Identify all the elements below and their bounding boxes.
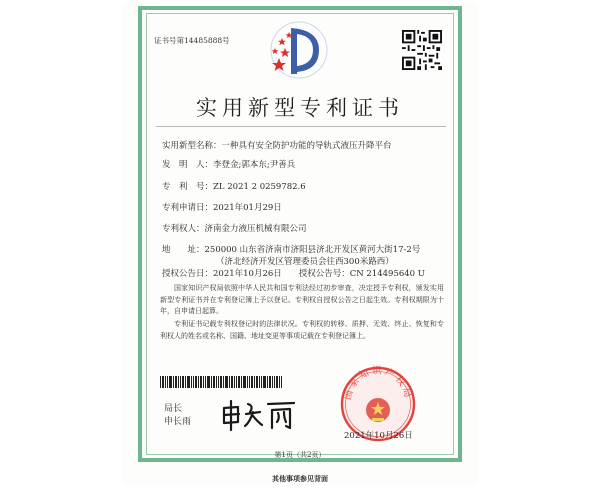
- field-label: 实用新型名称：: [162, 141, 222, 151]
- field-label: 专 利 号：: [162, 182, 214, 192]
- field-value: 2021年10月26日 授权公告号：CN 214495640 U: [213, 269, 425, 279]
- inventor-field: [162, 158, 295, 170]
- notice-paragraph-1: 国家知识产权局依照中华人民共和国专利法经过初步审查，决定授予专利权，颁发实用新型专利证书并在专利登记簿上予以登记。专利权自授权公告之日起生效。专利权期限为十年，自申请日起算。: [160, 284, 444, 315]
- field-label: 专利权人：: [162, 224, 205, 234]
- field-label: 地 址：: [162, 245, 205, 255]
- field-value: 济南金力液压机械有限公司: [204, 224, 307, 234]
- field-value: 250000 山东省济南市济阳县济北开发区黄河大街17-2号: [204, 245, 421, 255]
- utility-model-name-field: [162, 139, 392, 151]
- patentee-field: [162, 222, 307, 234]
- director-title: 局长: [164, 404, 183, 414]
- address-line-2: （济北经济开发区管理委员会往西300米路西）: [216, 257, 394, 267]
- field-value: ZL 2021 2 0259782.6: [213, 182, 306, 192]
- seal-date: 2021年10月26日: [344, 431, 413, 441]
- field-value: 一种具有安全防护功能的导轨式液压升降平台: [221, 141, 392, 151]
- svg-text:国家知识产权局: 国家知识产权局: [342, 365, 414, 402]
- director-signature: [220, 398, 298, 432]
- patent-office-emblem-icon: [267, 18, 331, 84]
- notice-paragraph-2: 专利证书记载专利权登记时的法律状况。专利权的转移、质押、无效、终止、恢复和专利权人的姓名或名称、国籍、地址变更等事项记载在专利登记簿上。: [160, 320, 444, 340]
- back-page-note: 其他事项参见背面: [272, 474, 328, 483]
- title-divider: [156, 126, 446, 127]
- grant-date-field: [162, 267, 425, 279]
- field-label: 授权公告日：: [162, 269, 214, 279]
- field-value: 2021年01月29日: [213, 203, 282, 213]
- page-number: 第1页（共2页）: [274, 451, 326, 459]
- application-date-field: [162, 201, 282, 213]
- field-value: 李登金;郭本东;尹善兵: [213, 160, 296, 170]
- qr-code-icon: [402, 30, 442, 70]
- certificate-title: 实用新型专利证书: [196, 96, 404, 120]
- national-emblem-icon: [366, 398, 390, 422]
- address-field: [162, 243, 420, 255]
- field-label: 发 明 人：: [162, 160, 214, 170]
- patent-number-field: [162, 180, 306, 192]
- certificate-number: 证书号第14485888号: [154, 36, 230, 45]
- field-label: 专利申请日：: [162, 203, 214, 213]
- barcode-icon: [160, 376, 282, 388]
- director-name: 申长雨: [164, 417, 192, 427]
